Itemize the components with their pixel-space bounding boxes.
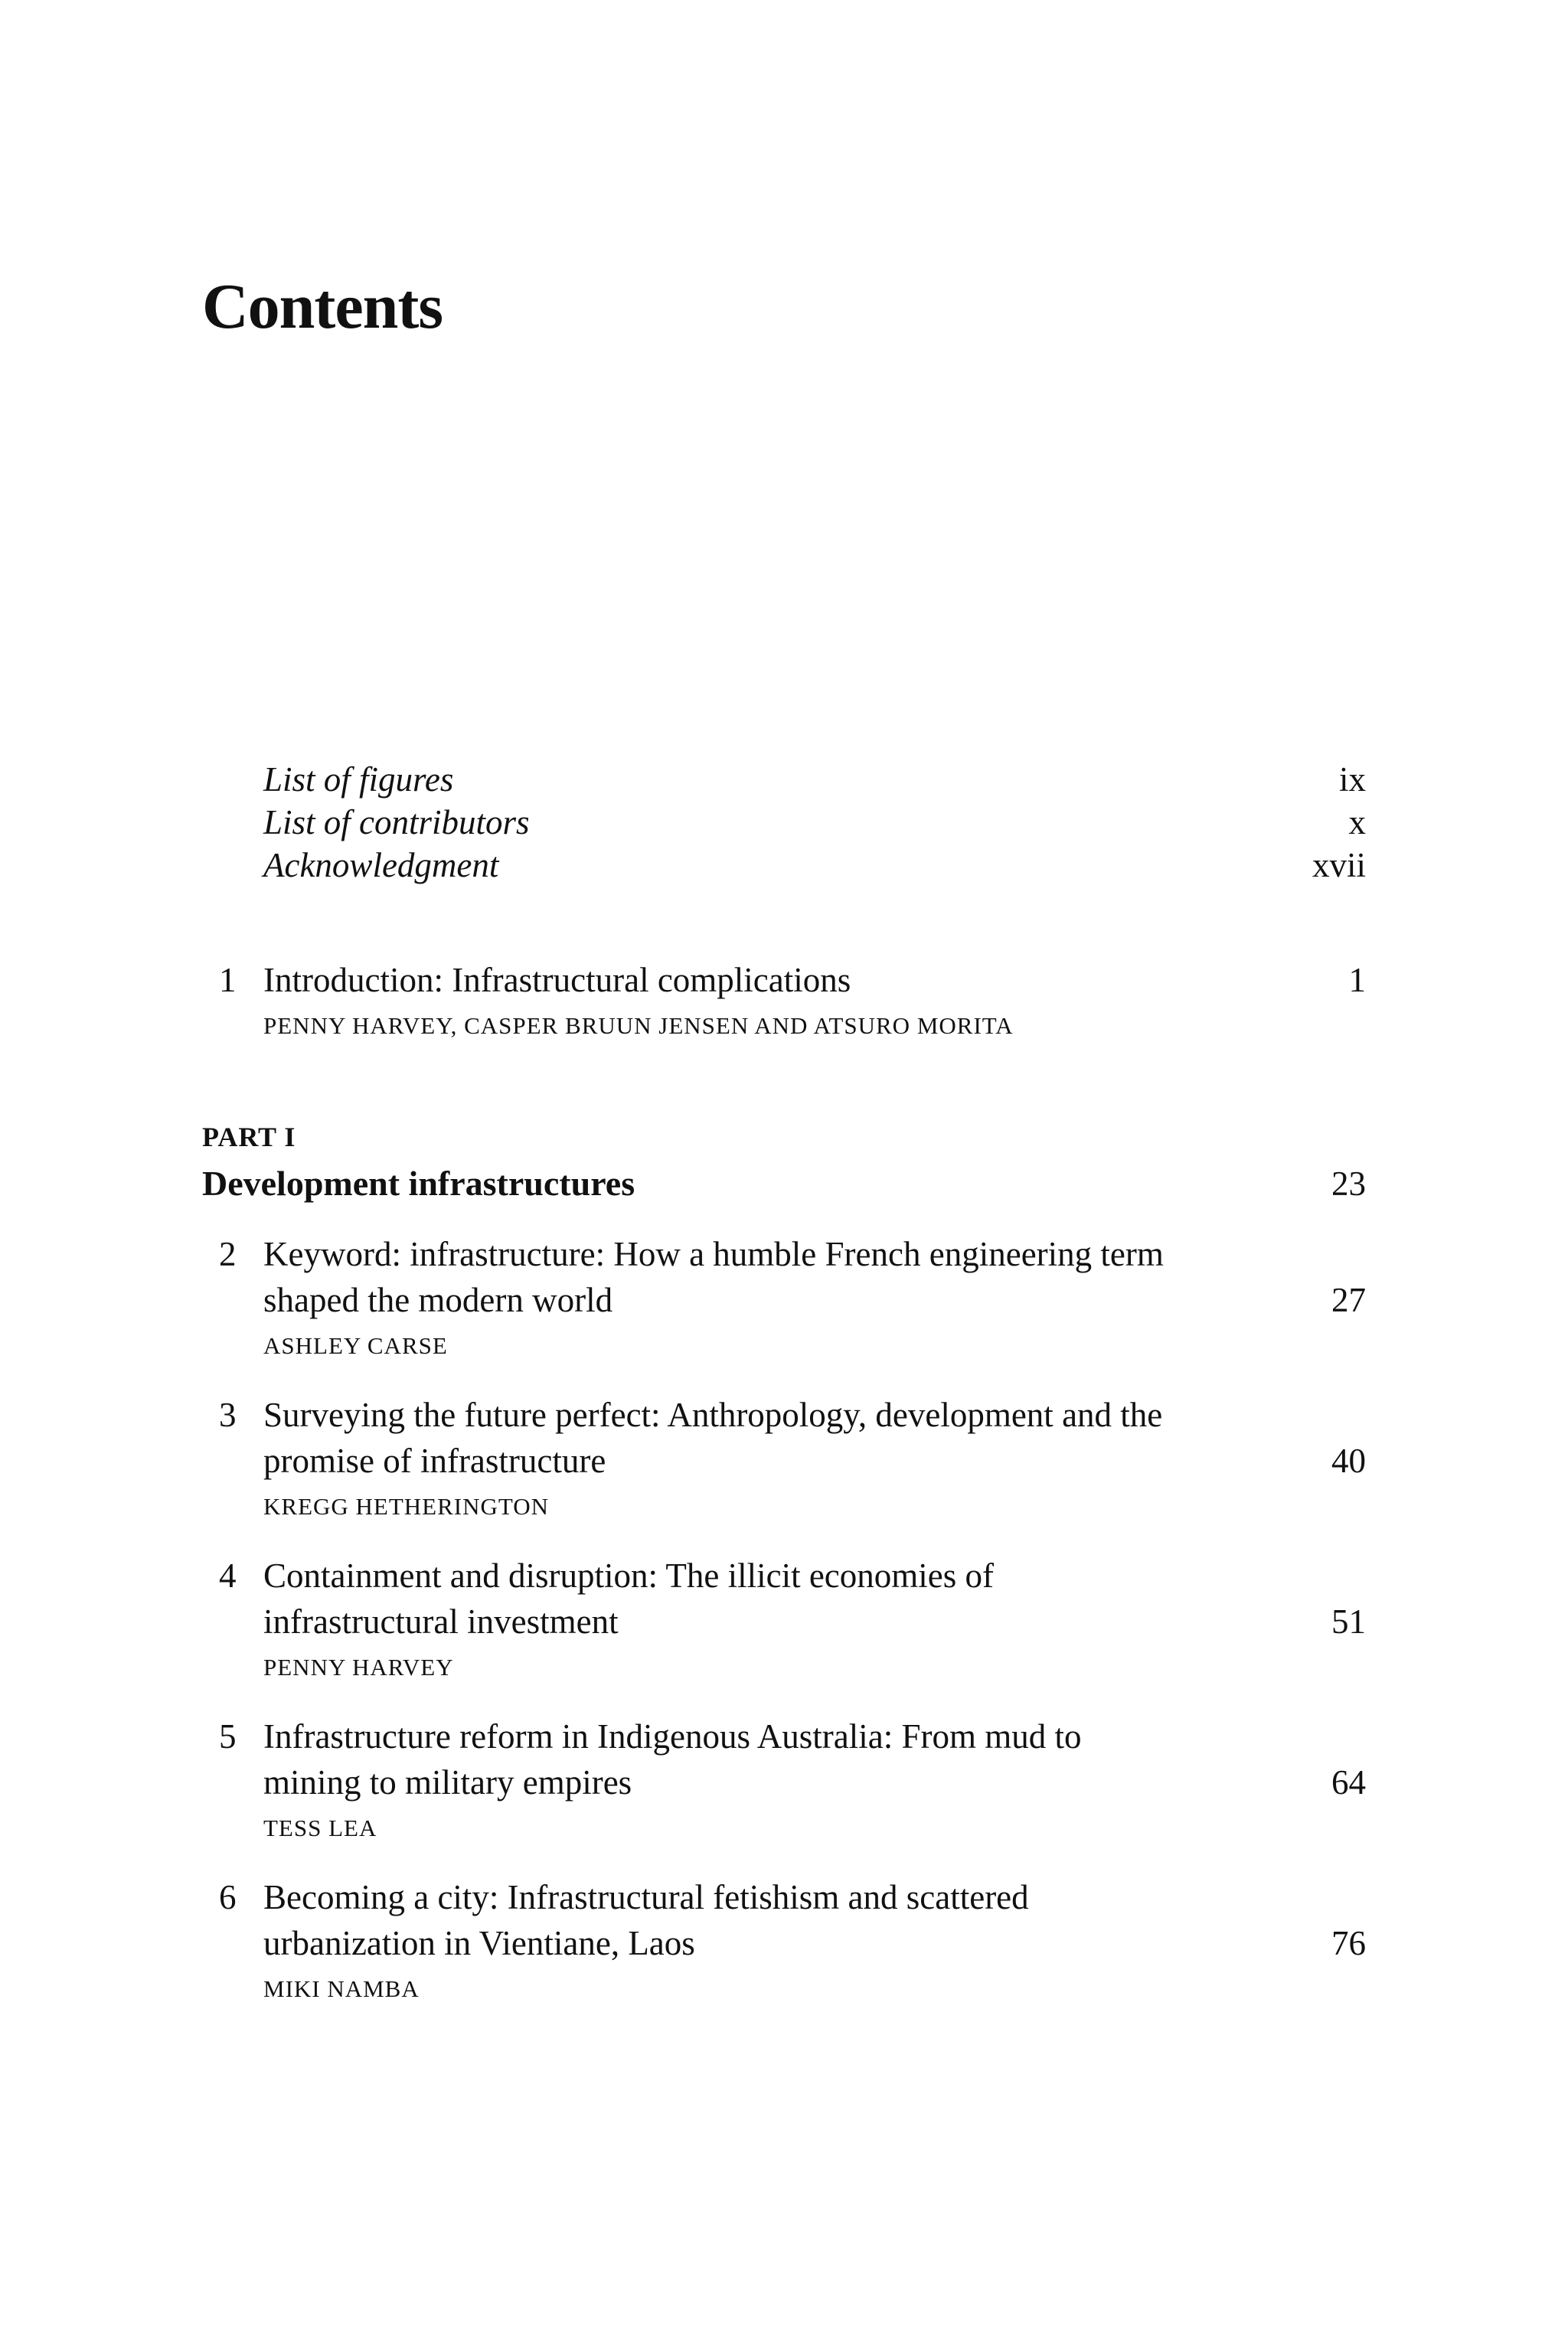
toc-page-number: 40: [1331, 1442, 1366, 1480]
toc-page-number: xvii: [1312, 846, 1366, 884]
chapter-title-line-1: Keyword: infrastructure: How a humble French engineering term: [263, 1235, 1164, 1273]
toc-entry-list-of-figures[interactable]: [263, 756, 1366, 802]
chapter-number: 1: [219, 961, 237, 999]
toc-entry-list-of-contributors[interactable]: [263, 799, 1366, 845]
toc-entry-acknowledgment[interactable]: [263, 842, 1366, 888]
toc-page-number: ix: [1338, 760, 1366, 799]
toc-page-number: x: [1348, 803, 1366, 841]
chapter-number: 2: [219, 1235, 237, 1273]
chapter-number: 5: [219, 1717, 237, 1756]
chapter-authors: MIKI NAMBA: [263, 1975, 420, 2002]
page-title: Contents: [202, 271, 443, 342]
chapter-authors: PENNY HARVEY: [263, 1654, 454, 1681]
toc-entry-chapter-5[interactable]: [202, 1713, 1366, 1851]
chapter-title-line-2: infrastructural investment: [263, 1602, 619, 1641]
toc-entry-chapter-2[interactable]: [202, 1231, 1366, 1369]
toc-page-number: 76: [1331, 1924, 1366, 1962]
chapter-title-line-1: Infrastructure reform in Indigenous Australia: From mud to: [263, 1717, 1082, 1756]
chapter-title-line-2: mining to military empires: [263, 1763, 632, 1802]
chapter-authors: TESS LEA: [263, 1815, 377, 1841]
toc-entry-chapter-4[interactable]: [202, 1553, 1366, 1690]
chapter-title-line-2: shaped the modern world: [263, 1281, 613, 1319]
chapter-number: 6: [219, 1878, 237, 1916]
toc-entry-chapter-1[interactable]: [202, 957, 1366, 1049]
toc-entry-label: Acknowledgment: [263, 846, 499, 884]
chapter-title: Introduction: Infrastructural complications: [263, 961, 851, 999]
toc-page-number: 64: [1331, 1763, 1366, 1802]
toc-page-number: 51: [1331, 1602, 1366, 1641]
chapter-authors: ASHLEY CARSE: [263, 1332, 448, 1359]
toc-entry-label: List of figures: [263, 760, 454, 799]
chapter-authors: PENNY HARVEY, CASPER BRUUN JENSEN AND ATSURO MORITA: [263, 1012, 1014, 1039]
toc-entry-chapter-3[interactable]: [202, 1392, 1366, 1530]
toc-entry-chapter-6[interactable]: [202, 1874, 1366, 2012]
chapter-title-line-2: urbanization in Vientiane, Laos: [263, 1924, 695, 1962]
part-page-number: 23: [1331, 1165, 1366, 1203]
toc-page-number: 27: [1331, 1281, 1366, 1319]
toc-entry-label: List of contributors: [263, 803, 530, 841]
chapter-number: 3: [219, 1396, 237, 1434]
part-label: PART I: [202, 1122, 296, 1152]
toc-page-number: 1: [1348, 961, 1366, 999]
chapter-number: 4: [219, 1557, 237, 1595]
part-title[interactable]: Development infrastructures: [202, 1164, 635, 1203]
chapter-title-line-1: Becoming a city: Infrastructural fetishism and scattered: [263, 1878, 1029, 1916]
chapter-title-line-2: promise of infrastructure: [263, 1442, 606, 1480]
chapter-authors: KREGG HETHERINGTON: [263, 1493, 550, 1520]
chapter-title-line-1: Containment and disruption: The illicit economies of: [263, 1557, 995, 1595]
chapter-title-line-1: Surveying the future perfect: Anthropology, development and the: [263, 1396, 1163, 1434]
